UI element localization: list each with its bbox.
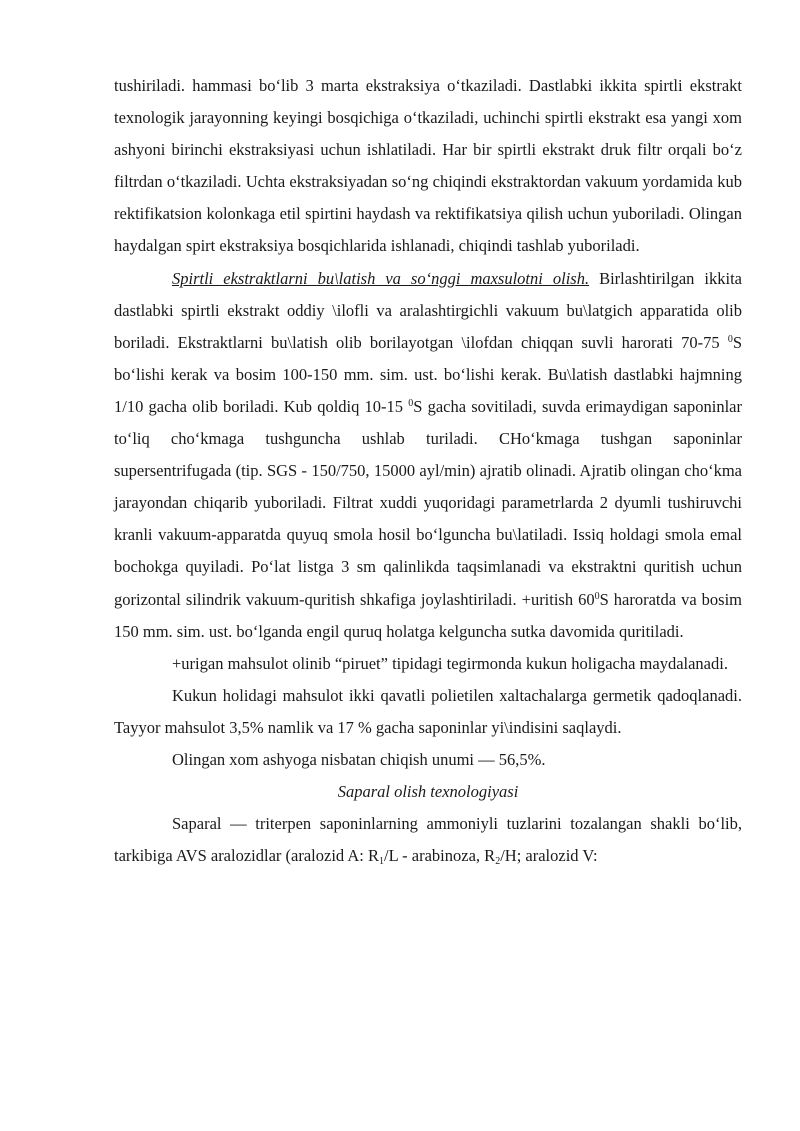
- paragraph-extraction: tushiriladi. hammasi bo‘lib 3 marta ekstraksiya o‘tkaziladi. Dastlabki ikkita spirtli ekstrakt texnologik jarayonning keyingi bosqichiga o‘tkaziladi, uchinchi spirtli ekstrakt esa yangi xom ashyoni birinchi ekstraksiyasi uchun ishlatiladi. Har bir spirtli ekstrakt druk filtr orqali bo‘z filtrdan o‘tkaziladi. Uchta ekstraksiyadan so‘ng chiqindi ekstraktordan vakuum yordamida kub rektifikatsion kolonkaga etil spirtini haydash va rektifikatsiya qilish uchun yuboriladi. Olingan haydalgan spirt ekstraksiya bosqichlarida ishlanadi, chiqindi tashlab yuboriladi.: [114, 76, 742, 256]
- text-fragment: S gacha sovitiladi, suvda erimaydigan saponinlar to‘liq cho‘kmaga tushguncha ushlab turiladi. CHo‘kmaga tushgan saponinlar supersentrifugada (tip. SGS - 150/750, 15000 ayl/min) ajratib olinadi. Ajratib olingan cho‘kma jarayondan chiqarib yuboriladi. Filtrat xuddi yuqoridagi parametrlarda 2 dyumli tushiruvchi kranli vakuum-apparatda quyuq smola hosil bo‘lguncha bu\latiladi. Issiq holdagi smola emal bochokga quyiladi. Po‘lat listga 3 sm qalinlikda taqsimlanadi va ekstraktni quritish uchun gorizontal silindrik vakuum-quritish shkafiga joylashtiriladi. +uritish 60: [114, 396, 742, 609]
- text-fragment: Saparal — triterpen saponinlarning ammoniyli tuzlarini tozalangan shakli bo‘lib, tarkibiga AVS aralozidlar (aralozid A: R: [114, 814, 742, 866]
- degree-superscript: 0: [594, 590, 600, 602]
- subscript: 2: [495, 856, 501, 868]
- text-fragment: S bo‘lishi kerak va bosim 100-150 mm. sim. ust. bo‘lishi kerak. Bu\latish dastlabki hajmning 1/10 gacha olib boriladi. Kub qoldiq 10-15: [114, 332, 742, 416]
- text-fragment: S haroratda va bosim 150 mm. sim. ust. bo‘lganda engil quruq holatga kelguncha sutka davomida quritiladi.: [114, 589, 742, 641]
- section-heading-evaporation: Spirtli ekstraktlarni bu\latish va so‘nggi maxsulotni olish.: [172, 268, 590, 288]
- paragraph-yield: Olingan xom ashyoga nisbatan chiqish unumi — 56,5%.: [172, 749, 546, 769]
- subscript: 1: [379, 856, 384, 868]
- section-title-saparal: Saparal olish texnologiyasi: [337, 782, 519, 802]
- text-fragment: /L - arabinoza, R: [384, 846, 496, 866]
- text-fragment: Birlashtirilgan ikkita dastlabki spirtli ekstrakt oddiy \ilofli va aralashtirgichli vakuum bu\latgich apparatida olib boriladi. Ekstraktlarni bu\latish olib borilayotgan \ilofdan chiqqan suvli harorati 70-75: [114, 268, 742, 352]
- paragraph-evaporation: [114, 263, 742, 648]
- degree-superscript: 0: [408, 397, 414, 409]
- text-fragment: /H; aralozid V:: [500, 846, 598, 866]
- paragraph-packaging: Kukun holidagi mahsulot ikki qavatli polietilen xaltachalarga germetik qadoqlanadi. Tayyor mahsulot 3,5% namlik va 17 % gacha saponinlar yi\indisini saqlaydi.: [114, 685, 742, 737]
- paragraph-grinding: +urigan mahsulot olinib “piruet” tipidagi tegirmonda kukun holigacha maydalanadi.: [172, 653, 728, 673]
- degree-superscript: 0: [727, 333, 733, 345]
- paragraph-saparal: [114, 808, 742, 872]
- document-page: [114, 70, 742, 872]
